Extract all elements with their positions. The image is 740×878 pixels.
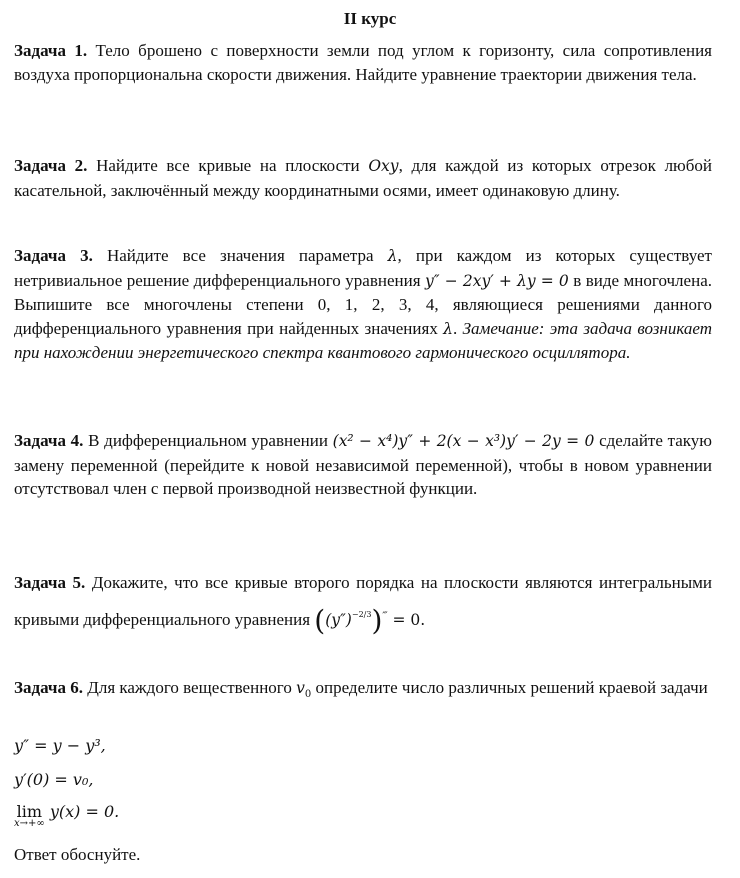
task-text: Докажите, что все кривые второго порядка на плоскости являются интегральными кривыми дифференциального уравнения	[14, 573, 713, 630]
task-text: сделайте такую замену переменной (перейдите к новой независимой переменной), чтобы в новом уравнении отсутствовал член с первой производной неизвестной функции.	[14, 431, 713, 498]
math-plane: Oxy	[368, 157, 399, 175]
task-text: .	[453, 318, 458, 338]
equation-initial-condition: y′(0) = v₀,	[14, 770, 94, 789]
exponent-fraction: −2/3	[351, 610, 372, 620]
equation-limit: lim x→+∞ y(x) = 0.	[14, 802, 120, 829]
task-3	[14, 244, 712, 365]
task-1	[14, 39, 712, 86]
task-text: , при каждом из которых существует нетривиальное решение дифференциального уравнения	[14, 246, 712, 290]
task-text: Для каждого вещественного	[82, 678, 297, 697]
task-text: В дифференциальном уравнении	[83, 431, 333, 450]
task-text: Найдите все кривые на плоскости	[87, 156, 369, 175]
task-remark: Замечание: эта задача возникает при нахождении энергетического спектра квантового гармонического осциллятора.	[14, 318, 712, 362]
math-equation: ((y″)−2/3)‴ = 0.	[314, 604, 426, 638]
limit-operator: lim x→+∞	[14, 802, 45, 829]
task-text: , для каждой из которых отрезок любой касательной, заключённый между координатными осями, имеет одинаковую длину.	[14, 156, 712, 200]
paren-right: )	[371, 604, 383, 638]
task-label: Задача 6.	[14, 678, 83, 697]
paren-left: (	[314, 604, 326, 638]
task-text: Найдите все значения параметра	[92, 246, 388, 265]
task-text: Тело брошено с поверхности земли под углом к горизонту, сила сопротивления воздуха пропорциональна скорости движения. Найдите уравнение траектории движения тела.	[14, 41, 712, 84]
task-label: Задача 1.	[14, 41, 88, 60]
task-text: определите число различных решений краевой задачи	[311, 678, 708, 697]
task-label: Задача 4.	[14, 431, 84, 450]
math-lambda: λ	[387, 247, 398, 265]
task-label: Задача 3.	[14, 246, 93, 265]
task-4	[14, 429, 712, 501]
math-v0: $v_0$	[296, 679, 312, 701]
task-5	[14, 566, 712, 638]
answer-instruction: Ответ обоснуйте.	[14, 845, 141, 864]
math-equation: y″ − 2xy′ + λy = 0	[425, 271, 569, 290]
task-text: в виде многочлена. Выпишите все многочлены степени 0, 1, 2, 3, 4, являющиеся решениями данного дифференциального уравнения при найденных значениях	[14, 270, 712, 338]
task-label: Задача 2.	[14, 156, 88, 175]
task-label: Задача 5.	[14, 573, 86, 592]
task-2	[14, 154, 712, 202]
math-equation: (x² − x⁴)y″ + 2(x − x³)y′ − 2y = 0	[332, 432, 595, 450]
math-lambda: λ	[443, 319, 453, 338]
page-title: II курс	[343, 9, 397, 28]
task-6	[14, 676, 712, 707]
equation-ode: y″ = y − y³,	[14, 736, 106, 755]
